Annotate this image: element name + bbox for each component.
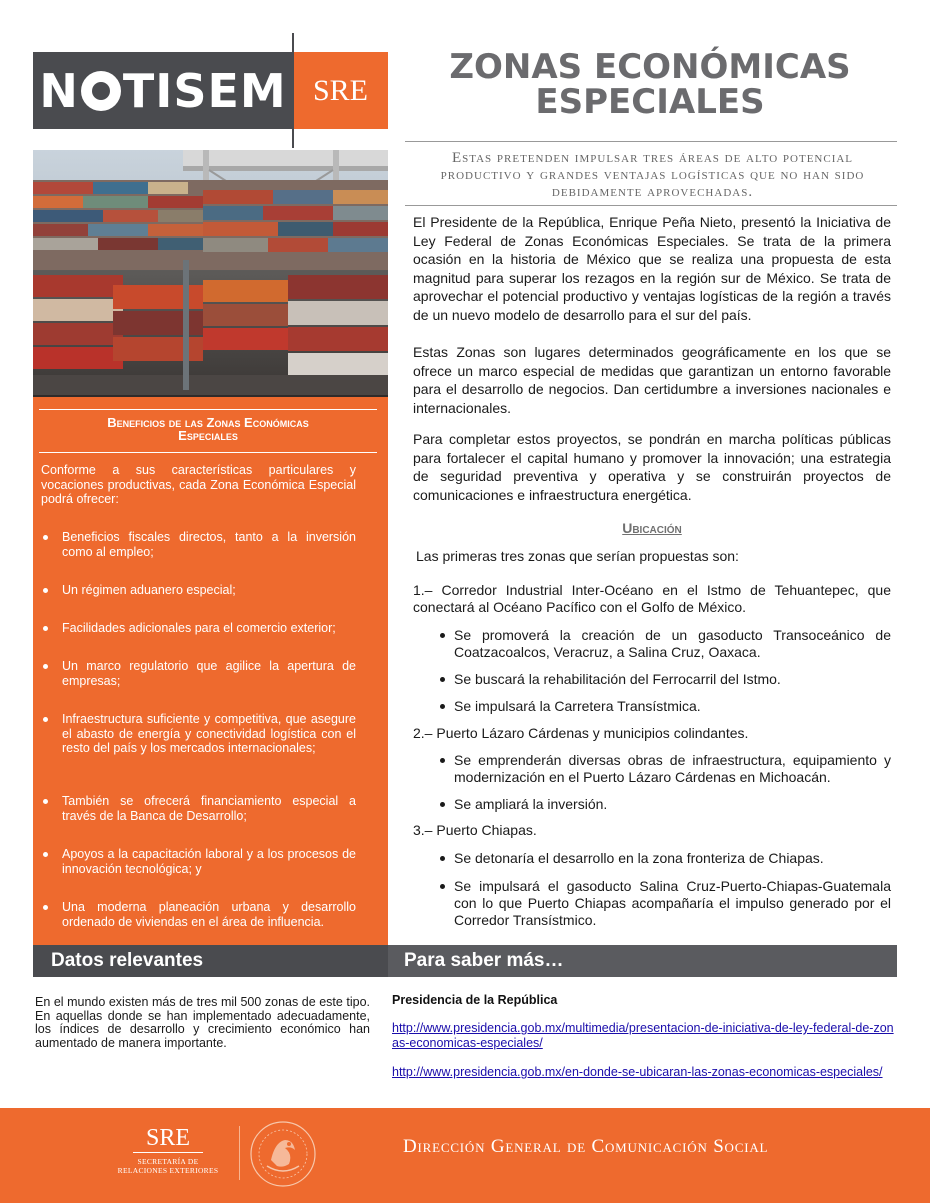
- subtitle-divider: [405, 205, 897, 206]
- benefit-item: [41, 621, 356, 636]
- benefit-text: Infraestructura suficiente y competitiva, que asegure el abasto de energía y conectividad logística con el resto del país y los mercados internacionales;: [62, 712, 356, 755]
- notisem-wordmark: [33, 52, 293, 129]
- benefit-text: Una moderna planeación urbana y desarrollo ordenado de viviendas en el área de influencia.: [62, 900, 356, 929]
- page-title: [405, 47, 895, 122]
- benefit-text: Facilidades adicionales para el comercio exterior;: [62, 621, 336, 635]
- secretaria-line-2: RELACIONES EXTERIORES: [117, 1166, 219, 1175]
- zone-item-text: Se detonaría el desarrollo en la zona fronteriza de Chiapas.: [454, 850, 824, 866]
- zone-2-heading: 2.– Puerto Lázaro Cárdenas y municipios colindantes.: [413, 725, 749, 741]
- logo-letter-n: N: [39, 63, 79, 118]
- benefit-text: Beneficios fiscales directos, tanto a la inversión como al empleo;: [62, 530, 356, 559]
- footer: [0, 1108, 930, 1203]
- zone-item-text: Se impulsará el gasoducto Salina Cruz-Puerto-Chiapas-Guatemala con lo que Puerto Chiapas acompañaría el impulso generado por el Corredor Transístmico.: [454, 878, 891, 928]
- zone-2-item: [440, 752, 891, 786]
- sidebar-intro: Conforme a sus características particulares y vocaciones productivas, cada Zona Económica Especial podrá ofrecer:: [41, 463, 356, 506]
- benefit-text: Un marco regulatorio que agilice la apertura de empresas;: [62, 659, 356, 688]
- source-link-2[interactable]: http://www.presidencia.gob.mx/en-donde-se-ubicaran-las-zonas-economicas-especiales/: [392, 1065, 883, 1079]
- bullet-icon: [440, 802, 445, 807]
- title-line-2: ESPECIALES: [535, 82, 765, 122]
- notisem-logo: [33, 52, 388, 129]
- zone-item-text: Se promoverá la creación de un gasoducto Transoceánico de Coatzacoalcos, Veracruz, a Salina Cruz, Oaxaca.: [454, 627, 891, 660]
- benefits-sidebar: [33, 397, 388, 945]
- bullet-icon: [440, 704, 445, 709]
- secretaria-line-1: SECRETARÍA DE: [137, 1157, 199, 1166]
- zone-1-item: [440, 627, 891, 661]
- paragraph-1: El Presidente de la República, Enrique Peña Nieto, presentó la Iniciativa de Ley Federal de Zonas Económicas Especiales. Se trata de la primera ocasión en la historia de México que se realiza una propuesta de esta magnitud para superar los rezagos en la región sur de México. Se trata de aprovechar el potencial productivo y ventajas logísticas de la región a través de un nuevo modelo de desarrollo para el sur del país.: [413, 214, 891, 323]
- bullet-icon: [43, 588, 48, 593]
- bullet-icon: [43, 905, 48, 910]
- source-organization: Presidencia de la República: [392, 993, 558, 1007]
- bullet-icon: [440, 884, 445, 889]
- logo-sre-box: SRE: [293, 52, 388, 129]
- footer-divider: [239, 1126, 240, 1180]
- bullet-icon: [43, 717, 48, 722]
- bullet-icon: [440, 633, 445, 638]
- logo-letters-tisem: TISEM: [122, 63, 287, 118]
- bullet-icon: [43, 852, 48, 857]
- sidebar-title-line-2: Especiales: [178, 428, 238, 443]
- sidebar-top-rule: [39, 409, 377, 410]
- footer-sre-underline: [133, 1152, 203, 1153]
- datos-relevantes-text: En el mundo existen más de tres mil 500 zonas de este tipo. En aquellas donde se han implementado adecuadamente, los índices de desarrollo y crecimiento económico han aumentado de manera importante.: [35, 995, 370, 1050]
- footer-secretaria-text: [100, 1157, 236, 1175]
- para-saber-mas-heading: Para saber más…: [388, 945, 897, 977]
- bullet-icon: [43, 664, 48, 669]
- zone-item-text: Se impulsará la Carretera Transístmica.: [454, 698, 701, 714]
- footer-direction-title: Dirección General de Comunicación Social: [403, 1136, 769, 1157]
- bullet-icon: [43, 535, 48, 540]
- sidebar-bottom-rule: [39, 452, 377, 453]
- benefit-item: [41, 900, 356, 929]
- benefit-text: Apoyos a la capacitación laboral y a los procesos de innovación tecnológica; y: [62, 847, 356, 876]
- benefit-item: [41, 583, 356, 598]
- zone-3-heading: 3.– Puerto Chiapas.: [413, 822, 537, 838]
- source-link-1[interactable]: http://www.presidencia.gob.mx/multimedia/presentacion-de-iniciativa-de-ley-federal-de-zonas-economicas-especiales/: [392, 1021, 894, 1050]
- benefit-item: [41, 659, 356, 688]
- benefit-item: [41, 794, 356, 823]
- bullet-icon: [440, 758, 445, 763]
- bullet-icon: [440, 856, 445, 861]
- zone-1-item: [440, 698, 891, 715]
- paragraph-3: Para completar estos proyectos, se pondrán en marcha políticas públicas para fortalecer el capital humano y promover la innovación; una estrategia de seguridad preventiva y operativa y se construirán proyectos de comunicaciones e infraestructura energética.: [413, 431, 891, 503]
- sidebar-title: [43, 416, 373, 442]
- benefit-item: [41, 530, 356, 559]
- benefit-text: También se ofrecerá financiamiento especial a través de la Banca de Desarrollo;: [62, 794, 356, 823]
- mexico-coat-of-arms-seal-icon: [249, 1120, 317, 1188]
- title-line-1: ZONAS ECONÓMICAS: [449, 47, 851, 87]
- section-heading-ubicacion: Ubicación: [622, 520, 682, 536]
- zone-item-text: Se emprenderán diversas obras de infraestructura, equipamiento y modernización en el Puerto Lázaro Cárdenas en Michoacán.: [454, 752, 891, 785]
- port-containers-photo: [33, 150, 388, 397]
- zones-intro: Las primeras tres zonas que serían propuestas son:: [416, 548, 739, 564]
- bullet-icon: [43, 626, 48, 631]
- bullet-icon: [440, 677, 445, 682]
- zone-3-item: [440, 850, 891, 867]
- benefit-text: Un régimen aduanero especial;: [62, 583, 236, 597]
- zone-1-item: [440, 671, 891, 688]
- zone-3-item: [440, 878, 891, 929]
- zone-item-text: Se ampliará la inversión.: [454, 796, 608, 812]
- bullet-icon: [43, 799, 48, 804]
- title-divider: [405, 141, 897, 142]
- benefit-item: [41, 712, 356, 756]
- subtitle: Estas pretenden impulsar tres áreas de alto potencial productivo y grandes ventajas logísticas que no han sido debidamente aprovechadas.: [440, 150, 865, 200]
- datos-relevantes-heading: Datos relevantes: [33, 945, 388, 977]
- zone-item-text: Se buscará la rehabilitación del Ferrocarril del Istmo.: [454, 671, 781, 687]
- zone-2-item: [440, 796, 891, 813]
- sidebar-title-line-1: Beneficios de las Zonas Económicas: [107, 415, 309, 430]
- benefit-item: [41, 847, 356, 876]
- footer-sre-logo: SRE: [145, 1125, 190, 1151]
- globe-o-icon: [81, 71, 121, 111]
- logo-divider: [292, 33, 294, 148]
- paragraph-2: Estas Zonas son lugares determinados geográficamente en los que se ofrece un marco especial de medidas que garantizan un entorno favorable para el desarrollo de negocios. Dan certidumbre a inversiones nacionales e internacionales.: [413, 344, 891, 416]
- zone-1-heading: 1.– Corredor Industrial Inter-Océano en el Istmo de Tehuantepec, que conectará al Océano Pacífico con el Golfo de México.: [413, 582, 891, 615]
